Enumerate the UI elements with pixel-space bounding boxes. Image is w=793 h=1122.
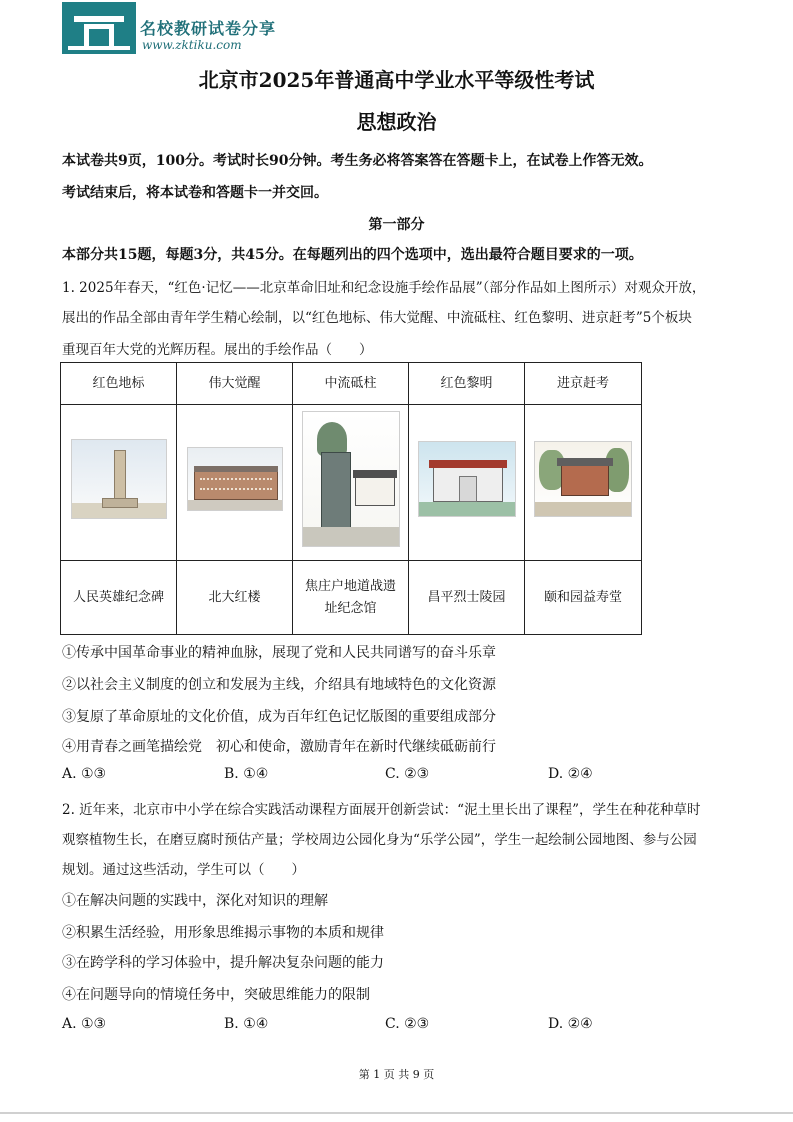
artwork-cell (293, 405, 409, 561)
artwork-cell (177, 405, 293, 561)
red-building-painting (187, 447, 283, 511)
caption-line: 焦庄户地道战遗 (304, 578, 396, 594)
section-title: 第一部分 (368, 217, 425, 233)
table-caption: 人民英雄纪念碑 (61, 561, 177, 635)
q2-stem-line-2: 观察植物生长，在磨豆腐时预估产量；学校周边公园化身为“乐学公园”，学生一起绘制公园地图、参与公园 (62, 832, 697, 848)
q1-stem-line-2: 展出的作品全部由青年学生精心绘制，以“红色地标、伟大觉醒、中流砥柱、红色黎明、进京赶考”5个板块 (62, 310, 692, 326)
option-d[interactable]: D. ②④ (548, 1016, 593, 1032)
q1-statement-4 (62, 736, 496, 756)
instruction-line-1: 本试卷共9页，100分。考试时长90分钟。考生务必将答案答在答题卡上，在试卷上作答无效。 (62, 153, 653, 169)
option-b[interactable]: B. ①④ (224, 1016, 269, 1032)
caption-line: 址纪念馆 (324, 600, 377, 616)
logo-mark (62, 2, 136, 54)
table-caption: 北大红楼 (177, 561, 293, 635)
bottom-divider (0, 1112, 793, 1114)
section-note: 本部分共15题，每题3分，共45分。在每题列出的四个选项中，选出最符合题目要求的一项。 (62, 247, 643, 263)
table-header: 伟大觉醒 (177, 363, 293, 405)
artwork-cell (409, 405, 525, 561)
subject-title: 思想政治 (356, 110, 437, 134)
artwork-table (60, 362, 642, 635)
logo-name: 名校教研试卷分享 (140, 19, 277, 38)
q2-statement-4: ④在问题导向的情境任务中，突破思维能力的限制 (62, 987, 370, 1003)
q2-statement-2: ②积累生活经验，用形象思维揭示事物的本质和规律 (62, 925, 384, 941)
option-c[interactable]: C. ②③ (385, 766, 430, 782)
q2-stem-line-3: 规划。通过这些活动，学生可以（ ） (62, 862, 305, 878)
table-header: 进京赶考 (525, 363, 642, 405)
option-a[interactable]: A. ①③ (62, 766, 107, 782)
option-c[interactable]: C. ②③ (385, 1016, 430, 1032)
table-header: 中流砥柱 (293, 363, 409, 405)
statement-part: ④用青春之画笔描绘党 (62, 739, 202, 755)
q1-options (62, 766, 662, 786)
instruction-line-2: 考试结束后，将本试卷和答题卡一并交回。 (62, 185, 328, 201)
option-a[interactable]: A. ①③ (62, 1016, 107, 1032)
artwork-cell (525, 405, 642, 561)
cemetery-gate-painting (418, 441, 516, 517)
option-b[interactable]: B. ①④ (224, 766, 269, 782)
table-header: 红色地标 (61, 363, 177, 405)
monument-painting (71, 439, 167, 519)
table-header: 红色黎明 (409, 363, 525, 405)
artwork-cell (61, 405, 177, 561)
q1-statement-2: ②以社会主义制度的创立和发展为主线，介绍具有地域特色的文化资源 (62, 677, 496, 693)
site-logo (62, 2, 277, 56)
logo-url: www.zktiku.com (142, 38, 242, 52)
table-caption: 昌平烈士陵园 (409, 561, 525, 635)
table-caption: 颐和园益寿堂 (525, 561, 642, 635)
q2-statement-1: ①在解决问题的实践中，深化对知识的理解 (62, 893, 328, 909)
option-d[interactable]: D. ②④ (548, 766, 593, 782)
exam-title: 北京市2025年普通高中学业水平等级性考试 (198, 68, 595, 92)
statement-part: 初心和使命，激励青年在新时代继续砥砺前行 (216, 739, 496, 755)
q1-stem-line-3: 重现百年大党的光辉历程。展出的手绘作品（ ） (62, 342, 373, 358)
garden-hall-painting (534, 441, 632, 517)
q1-statement-1: ①传承中国革命事业的精神血脉，展现了党和人民共同谱写的奋斗乐章 (62, 645, 496, 661)
q1-statement-3: ③复原了革命原址的文化价值，成为百年红色记忆版图的重要组成部分 (62, 709, 496, 725)
table-caption (293, 561, 409, 635)
q1-stem-line-1: 1. 2025年春天，“红色·记忆——北京革命旧址和纪念设施手绘作品展”（部分作品如上图所示）对观众开放， (62, 280, 706, 296)
q2-statement-3: ③在跨学科的学习体验中，提升解决复杂问题的能力 (62, 955, 384, 971)
q2-stem-line-1: 2. 近年来，北京市中小学在综合实践活动课程方面展开创新尝试：“泥土里长出了课程”，学生在种花种草时 (62, 802, 701, 818)
q2-options (62, 1016, 662, 1036)
page-number: 第 1 页 共 9 页 (358, 1068, 435, 1081)
tunnel-memorial-painting (302, 411, 400, 547)
